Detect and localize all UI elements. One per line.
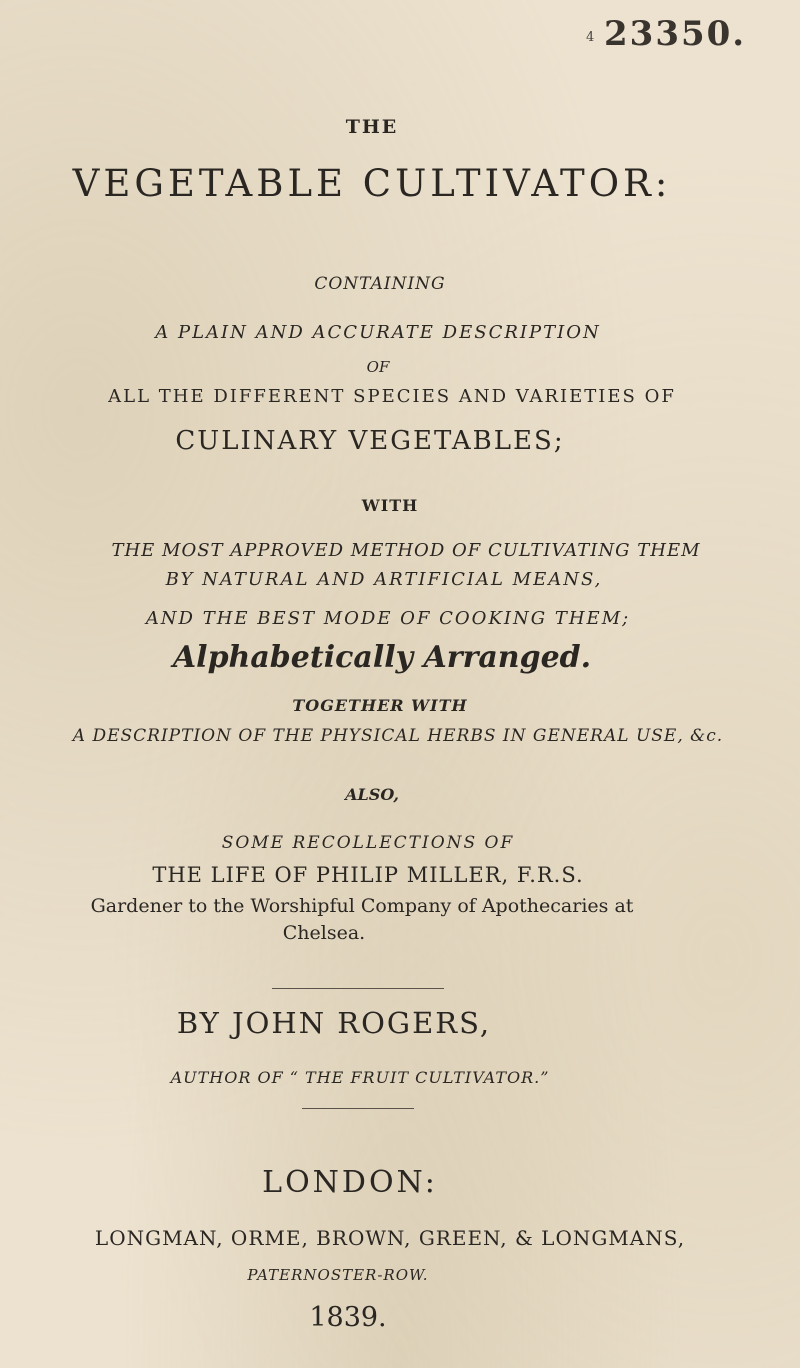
description-line-4: THE MOST APPROVED METHOD OF CULTIVATING THEM: [111, 540, 701, 561]
catalog-number: 23350.: [604, 14, 747, 54]
life-line: THE LIFE OF PHILIP MILLER, F.R.S.: [152, 863, 584, 887]
also-label: ALSO,: [345, 785, 399, 804]
main-title: VEGETABLE CULTIVATOR:: [72, 162, 672, 205]
author-note: AUTHOR OF “ THE FRUIT CULTIVATOR.”: [170, 1068, 550, 1087]
publisher-line: LONGMAN, ORME, BROWN, GREEN, & LONGMANS,: [94, 1226, 686, 1250]
chelsea-line: Chelsea.: [282, 922, 366, 944]
with-label: WITH: [361, 496, 419, 515]
culinary-vegetables-line: CULINARY VEGETABLES;: [175, 426, 565, 456]
tick-mark: 4: [586, 30, 595, 45]
description-line-1: A PLAIN AND ACCURATE DESCRIPTION: [155, 322, 601, 343]
alphabetically-arranged: Alphabetically Arranged.: [172, 640, 592, 675]
description-line-6: AND THE BEST MODE OF COOKING THEM;: [145, 608, 631, 629]
together-with-label: TOGETHER WITH: [292, 696, 468, 715]
upper-rule: [272, 988, 444, 989]
address-line: PATERNOSTER-ROW.: [247, 1266, 429, 1284]
author-line: BY JOHN ROGERS,: [176, 1006, 492, 1040]
london-line: LONDON:: [262, 1165, 438, 1200]
year-line: 1839.: [309, 1302, 387, 1333]
recollections-line: SOME RECOLLECTIONS OF: [221, 833, 515, 853]
the-label: THE: [345, 116, 399, 138]
description-line-5: BY NATURAL AND ARTIFICIAL MEANS,: [165, 569, 603, 590]
lower-rule: [302, 1108, 414, 1109]
description-line-2: ALL THE DIFFERENT SPECIES AND VARIETIES OF: [108, 386, 676, 407]
containing-label: CONTAINING: [314, 274, 446, 294]
gardener-line: Gardener to the Worshipful Company of Apothecaries at: [90, 895, 634, 917]
of-label: OF: [366, 358, 390, 376]
description-line-7: A DESCRIPTION OF THE PHYSICAL HERBS IN GENERAL USE, &c.: [72, 726, 724, 746]
